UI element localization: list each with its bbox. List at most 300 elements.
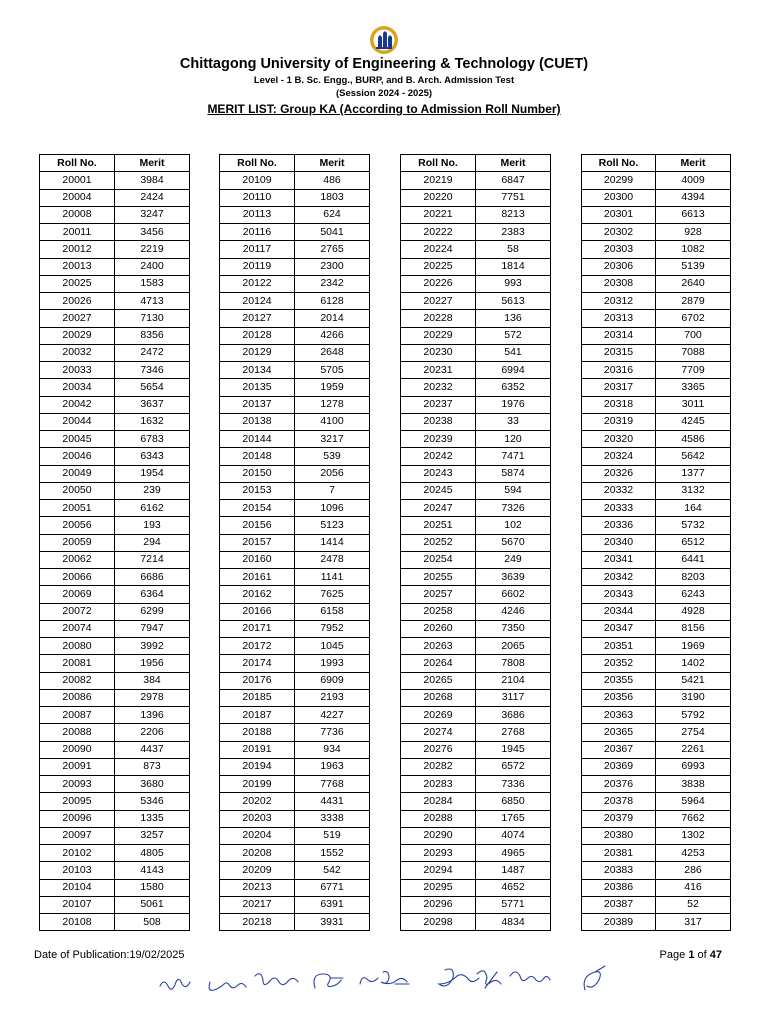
table-row [401,741,551,758]
roll-number-cell: 20199 [220,776,295,793]
table-row [401,862,551,879]
merit-cell: 4100 [295,413,370,430]
roll-number-cell: 20110 [220,189,295,206]
roll-number-cell: 20227 [401,293,476,310]
merit-cell: 3247 [115,206,190,223]
roll-number-cell: 20217 [220,896,295,913]
merit-cell: 4394 [656,189,731,206]
roll-number-cell: 20117 [220,241,295,258]
roll-number-cell: 20072 [40,603,115,620]
table-row [220,224,370,241]
table-row [401,379,551,396]
roll-number-cell: 20342 [582,569,656,586]
table-row [220,189,370,206]
table-row [40,827,190,844]
roll-number-cell: 20166 [220,603,295,620]
table-row [40,534,190,551]
merit-cell: 541 [476,344,551,361]
merit-cell: 2014 [295,310,370,327]
merit-cell: 7 [295,482,370,499]
roll-number-cell: 20258 [401,603,476,620]
roll-number-cell: 20352 [582,655,656,672]
roll-number-cell: 20086 [40,689,115,706]
roll-number-cell: 20290 [401,827,476,844]
table-row [220,862,370,879]
merit-cell: 4266 [295,327,370,344]
merit-cell: 3639 [476,569,551,586]
merit-cell: 1583 [115,275,190,292]
table-row [40,741,190,758]
merit-cell: 5964 [656,793,731,810]
roll-number-cell: 20102 [40,845,115,862]
table-row [582,327,731,344]
merit-cell: 4143 [115,862,190,879]
table-row [401,172,551,189]
table-row [401,534,551,551]
merit-cell: 6512 [656,534,731,551]
table-row [40,344,190,361]
table-row [582,172,731,189]
table-row [401,258,551,275]
merit-header: Merit [476,155,551,172]
merit-cell: 3190 [656,689,731,706]
table-row [40,551,190,568]
table-row [401,431,551,448]
merit-cell: 1580 [115,879,190,896]
roll-number-cell: 20103 [40,862,115,879]
merit-cell: 1803 [295,189,370,206]
table-row [220,793,370,810]
merit-cell: 6299 [115,603,190,620]
roll-number-cell: 20343 [582,586,656,603]
merit-cell: 239 [115,482,190,499]
merit-cell: 7130 [115,310,190,327]
roll-number-cell: 20044 [40,413,115,430]
table-row [220,413,370,430]
table-row [40,638,190,655]
publication-date: Date of Publication:19/02/2025 [34,949,185,961]
table-row [401,638,551,655]
merit-cell: 6364 [115,586,190,603]
table-row [582,827,731,844]
roll-number-cell: 20116 [220,224,295,241]
merit-cell: 1414 [295,534,370,551]
table-row [582,776,731,793]
roll-number-cell: 20302 [582,224,656,241]
roll-number-cell: 20380 [582,827,656,844]
table-row [582,241,731,258]
roll-number-cell: 20162 [220,586,295,603]
merit-cell: 1487 [476,862,551,879]
table-row [582,396,731,413]
merit-cell: 1954 [115,465,190,482]
roll-number-cell: 20316 [582,362,656,379]
merit-cell: 2383 [476,224,551,241]
table-row [401,620,551,637]
roll-number-cell: 20091 [40,758,115,775]
table-row [40,879,190,896]
roll-number-cell: 20171 [220,620,295,637]
table-row [220,827,370,844]
table-row [582,258,731,275]
merit-cell: 6993 [656,758,731,775]
roll-number-cell: 20203 [220,810,295,827]
merit-cell: 4437 [115,741,190,758]
merit-cell: 102 [476,517,551,534]
table-row [401,482,551,499]
roll-number-cell: 20095 [40,793,115,810]
merit-cell: 6441 [656,551,731,568]
table-row [220,620,370,637]
table-row [401,396,551,413]
table-row [582,293,731,310]
table-row [582,672,731,689]
roll-number-cell: 20313 [582,310,656,327]
roll-number-cell: 20093 [40,776,115,793]
merit-cell: 6391 [295,896,370,913]
merit-cell: 6602 [476,586,551,603]
roll-number-cell: 20074 [40,620,115,637]
roll-number-cell: 20113 [220,206,295,223]
roll-number-cell: 20218 [220,914,295,931]
table-row [40,810,190,827]
merit-cell: 4227 [295,707,370,724]
merit-cell: 993 [476,275,551,292]
merit-cell: 3132 [656,482,731,499]
table-row [40,569,190,586]
merit-cell: 542 [295,862,370,879]
roll-number-cell: 20056 [40,517,115,534]
table-row [582,413,731,430]
table-row [401,189,551,206]
table-row [401,879,551,896]
roll-number-cell: 20124 [220,293,295,310]
merit-cell: 2400 [115,258,190,275]
roll-number-cell: 20295 [401,879,476,896]
roll-number-cell: 20389 [582,914,656,931]
merit-table-1 [39,154,190,931]
roll-number-cell: 20229 [401,327,476,344]
table-row [401,586,551,603]
merit-cell: 3680 [115,776,190,793]
table-row [401,655,551,672]
table-row [401,241,551,258]
merit-cell: 934 [295,741,370,758]
merit-cell: 7952 [295,620,370,637]
roll-number-cell: 20154 [220,500,295,517]
merit-cell: 1096 [295,500,370,517]
merit-cell: 7471 [476,448,551,465]
roll-number-cell: 20294 [401,862,476,879]
roll-number-cell: 20204 [220,827,295,844]
table-row [582,879,731,896]
merit-cell: 2104 [476,672,551,689]
table-row [401,793,551,810]
roll-number-cell: 20088 [40,724,115,741]
table-row [220,448,370,465]
roll-number-cell: 20231 [401,362,476,379]
roll-number-cell: 20228 [401,310,476,327]
merit-cell: 52 [656,896,731,913]
merit-cell: 5792 [656,707,731,724]
roll-number-cell: 20160 [220,551,295,568]
roll-number-cell: 20276 [401,741,476,758]
roll-number-cell: 20269 [401,707,476,724]
merit-cell: 7346 [115,362,190,379]
merit-header: Merit [115,155,190,172]
roll-number-cell: 20379 [582,810,656,827]
roll-number-cell: 20336 [582,517,656,534]
merit-cell: 2342 [295,275,370,292]
table-row [40,914,190,931]
roll-number-cell: 20232 [401,379,476,396]
merit-cell: 58 [476,241,551,258]
merit-cell: 3117 [476,689,551,706]
roll-number-cell: 20174 [220,655,295,672]
roll-number-cell: 20148 [220,448,295,465]
merit-cell: 6686 [115,569,190,586]
merit-cell: 1402 [656,655,731,672]
roll-number-cell: 20247 [401,500,476,517]
merit-cell: 3637 [115,396,190,413]
merit-cell: 1335 [115,810,190,827]
roll-number-cell: 20315 [582,344,656,361]
merit-cell: 5670 [476,534,551,551]
merit-cell: 594 [476,482,551,499]
merit-cell: 3838 [656,776,731,793]
table-row [582,638,731,655]
table-row [582,689,731,706]
merit-cell: 928 [656,224,731,241]
table-row [401,465,551,482]
table-row [582,465,731,482]
merit-cell: 416 [656,879,731,896]
roll-number-cell: 20306 [582,258,656,275]
roll-number-cell: 20080 [40,638,115,655]
roll-number-cell: 20257 [401,586,476,603]
table-row [40,689,190,706]
roll-number-cell: 20157 [220,534,295,551]
table-row [582,620,731,637]
table-row [40,776,190,793]
merit-cell: 5705 [295,362,370,379]
roll-number-cell: 20251 [401,517,476,534]
roll-number-cell: 20209 [220,862,295,879]
roll-number-cell: 20188 [220,724,295,741]
merit-cell: 1082 [656,241,731,258]
merit-cell: 7336 [476,776,551,793]
table-row [40,672,190,689]
roll-header: Roll No. [40,155,115,172]
table-row [40,172,190,189]
page-indicator: Page 1 of 47 [659,949,722,961]
roll-number-cell: 20238 [401,413,476,430]
table-row [40,413,190,430]
table-row [220,776,370,793]
table-row [220,241,370,258]
roll-number-cell: 20051 [40,500,115,517]
table-row [220,465,370,482]
table-row [582,224,731,241]
merit-table-3 [400,154,551,931]
table-row [401,914,551,931]
roll-number-cell: 20156 [220,517,295,534]
table-row [401,551,551,568]
merit-cell: 1552 [295,845,370,862]
roll-number-cell: 20027 [40,310,115,327]
roll-number-cell: 20301 [582,206,656,223]
merit-cell: 6128 [295,293,370,310]
table-row [582,482,731,499]
merit-cell: 3257 [115,827,190,844]
merit-cell: 6783 [115,431,190,448]
roll-number-cell: 20012 [40,241,115,258]
table-row [220,344,370,361]
merit-cell: 1976 [476,396,551,413]
merit-cell: 7768 [295,776,370,793]
merit-cell: 508 [115,914,190,931]
merit-cell: 2193 [295,689,370,706]
merit-cell: 1959 [295,379,370,396]
merit-cell: 4805 [115,845,190,862]
merit-cell: 6352 [476,379,551,396]
table-row [582,500,731,517]
table-row [582,793,731,810]
roll-number-cell: 20153 [220,482,295,499]
table-row [582,534,731,551]
merit-table-4 [581,154,731,931]
table-row [40,293,190,310]
table-row [220,845,370,862]
roll-number-cell: 20033 [40,362,115,379]
roll-number-cell: 20187 [220,707,295,724]
merit-cell: 4834 [476,914,551,931]
table-row [40,845,190,862]
table-row [582,517,731,534]
table-row [401,689,551,706]
table-row [220,482,370,499]
roll-number-cell: 20308 [582,275,656,292]
table-row [220,500,370,517]
merit-cell: 3365 [656,379,731,396]
roll-number-cell: 20032 [40,344,115,361]
table-row [582,862,731,879]
roll-number-cell: 20288 [401,810,476,827]
merit-cell: 6909 [295,672,370,689]
table-row [582,189,731,206]
table-row [582,845,731,862]
roll-number-cell: 20191 [220,741,295,758]
merit-cell: 7736 [295,724,370,741]
roll-number-cell: 20369 [582,758,656,775]
roll-number-cell: 20363 [582,707,656,724]
merit-cell: 4074 [476,827,551,844]
roll-number-cell: 20333 [582,500,656,517]
roll-number-cell: 20008 [40,206,115,223]
merit-cell: 5061 [115,896,190,913]
table-row [582,586,731,603]
merit-cell: 1993 [295,655,370,672]
table-row [220,672,370,689]
table-row [401,603,551,620]
merit-cell: 3217 [295,431,370,448]
merit-cell: 1278 [295,396,370,413]
merit-cell: 1956 [115,655,190,672]
merit-cell: 2065 [476,638,551,655]
merit-cell: 1969 [656,638,731,655]
roll-number-cell: 20150 [220,465,295,482]
merit-cell: 136 [476,310,551,327]
table-row [582,724,731,741]
merit-cell: 2206 [115,724,190,741]
merit-cell: 2978 [115,689,190,706]
roll-number-cell: 20107 [40,896,115,913]
table-row [40,258,190,275]
roll-number-cell: 20144 [220,431,295,448]
roll-number-cell: 20185 [220,689,295,706]
level-subtitle: Level - 1 B. Sc. Engg., BURP, and B. Arch. Admission Test [253,75,515,86]
merit-cell: 2765 [295,241,370,258]
roll-number-cell: 20255 [401,569,476,586]
roll-number-cell: 20029 [40,327,115,344]
merit-cell: 5123 [295,517,370,534]
roll-number-cell: 20314 [582,327,656,344]
roll-number-cell: 20355 [582,672,656,689]
roll-number-cell: 20219 [401,172,476,189]
roll-number-cell: 20069 [40,586,115,603]
roll-number-cell: 20127 [220,310,295,327]
roll-number-cell: 20026 [40,293,115,310]
roll-number-cell: 20161 [220,569,295,586]
merit-cell: 7088 [656,344,731,361]
table-row [582,379,731,396]
table-row [40,896,190,913]
roll-number-cell: 20326 [582,465,656,482]
table-row [582,275,731,292]
merit-cell: 1377 [656,465,731,482]
merit-cell: 5654 [115,379,190,396]
cuet-logo-icon [369,24,399,56]
merit-cell: 2648 [295,344,370,361]
roll-number-cell: 20298 [401,914,476,931]
roll-header: Roll No. [401,155,476,172]
merit-cell: 317 [656,914,731,931]
table-row [220,741,370,758]
merit-cell: 7808 [476,655,551,672]
merit-cell: 4431 [295,793,370,810]
roll-number-cell: 20119 [220,258,295,275]
roll-number-cell: 20221 [401,206,476,223]
roll-number-cell: 20387 [582,896,656,913]
roll-number-cell: 20222 [401,224,476,241]
merit-cell: 1945 [476,741,551,758]
roll-number-cell: 20237 [401,396,476,413]
roll-number-cell: 20383 [582,862,656,879]
merit-cell: 6850 [476,793,551,810]
roll-number-cell: 20239 [401,431,476,448]
roll-number-cell: 20324 [582,448,656,465]
table-row [401,344,551,361]
table-row [401,896,551,913]
roll-number-cell: 20220 [401,189,476,206]
roll-number-cell: 20137 [220,396,295,413]
page-title: Chittagong University of Engineering & Technology (CUET) [179,56,589,72]
merit-header: Merit [295,155,370,172]
table-row [401,827,551,844]
table-row [40,482,190,499]
table-row [582,914,731,931]
merit-cell: 5139 [656,258,731,275]
